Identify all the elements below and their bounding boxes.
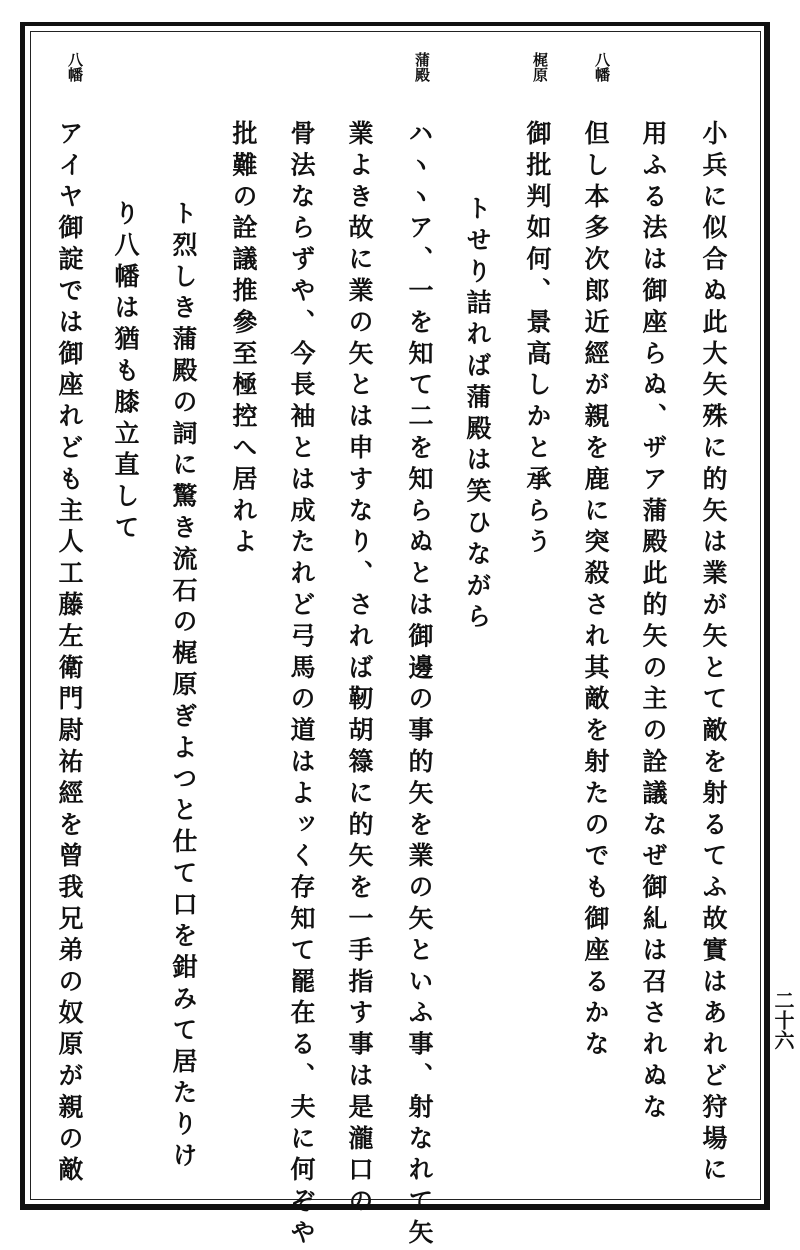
stage-direction-2: ト烈しき蒲殿の詞に驚き流石の梶原ぎよつと仕て口を鉗みて居たりけ [169, 200, 198, 1174]
text-column-2: 用ふる法は御座らぬ、ザア蒲殿此的矢の主の詮議なぜ御糺は召されぬな [639, 120, 668, 1125]
speaker-label-yawata-2: 八幡 [66, 52, 84, 82]
text-column-1: 小兵に似合ぬ此大矢殊に的矢は業が矢とて敵を射るてふ故實はあれど狩場に [699, 120, 728, 1188]
text-column-8: 骨法ならずや、今長袖とは成たれど弓馬の道はよッく存知て罷在る、夫に何ぞや [287, 120, 316, 1250]
text-column-9: 批難の詮議推參至極控へ居れよ [229, 120, 258, 560]
text-column-4: 御批判如何、景高しかと承らう [523, 120, 552, 560]
speaker-label-yawata: 八幡 [593, 52, 611, 82]
text-column-3: 但し本多次郎近經が親を鹿に突殺され其敵を射たのでも御座るかな [581, 120, 610, 1062]
page-number: 二十六 [771, 990, 795, 1050]
text-column-12: アイヤ御諚では御座れども主人工藤左衛門尉祐經を曾我兄弟の奴原が親の敵 [55, 120, 84, 1188]
speaker-label-kabadono: 蒲殿 [413, 52, 431, 82]
stage-direction-3: り八幡は猶も膝立直して [111, 200, 140, 546]
text-column-7: 業よき故に業の矢とは申すなり、されば靭胡簶に的矢を一手指す事は是瀧口の [345, 120, 374, 1219]
text-column-6: ハヽヽア、一を知て二を知らぬとは御邊の事的矢を業の矢といふ事、射なれて矢 [405, 120, 434, 1250]
speaker-label-kajiwara: 梶原 [531, 52, 549, 82]
stage-direction-1: トせり詰れば蒲殿は笑ひながら [463, 195, 492, 635]
